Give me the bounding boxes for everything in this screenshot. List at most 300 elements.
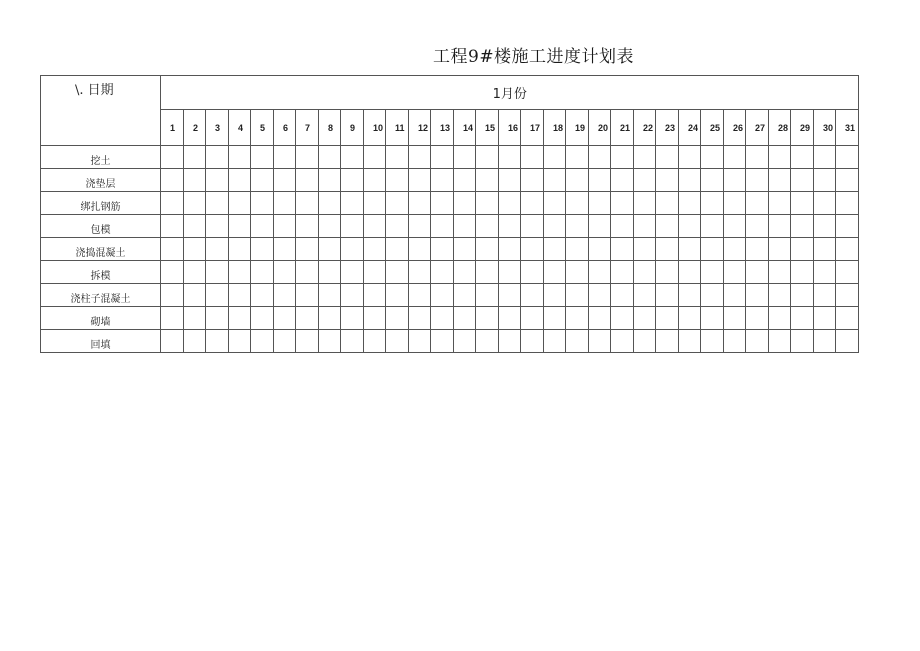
schedule-cell[interactable] xyxy=(454,284,476,307)
schedule-cell[interactable] xyxy=(634,284,656,307)
schedule-cell[interactable] xyxy=(566,238,589,261)
schedule-cell[interactable] xyxy=(634,169,656,192)
schedule-cell[interactable] xyxy=(184,261,206,284)
schedule-cell[interactable] xyxy=(476,261,499,284)
schedule-cell[interactable] xyxy=(296,146,319,169)
schedule-cell[interactable] xyxy=(544,169,566,192)
schedule-cell[interactable] xyxy=(229,330,251,353)
schedule-cell[interactable] xyxy=(454,192,476,215)
schedule-cell[interactable] xyxy=(611,330,634,353)
schedule-cell[interactable] xyxy=(184,146,206,169)
schedule-cell[interactable] xyxy=(656,238,679,261)
schedule-cell[interactable] xyxy=(161,146,184,169)
schedule-cell[interactable] xyxy=(274,215,296,238)
schedule-cell[interactable] xyxy=(701,261,724,284)
schedule-cell[interactable] xyxy=(611,215,634,238)
schedule-cell[interactable] xyxy=(274,146,296,169)
schedule-cell[interactable] xyxy=(161,330,184,353)
schedule-cell[interactable] xyxy=(769,215,791,238)
schedule-cell[interactable] xyxy=(746,307,769,330)
schedule-cell[interactable] xyxy=(386,284,409,307)
schedule-cell[interactable] xyxy=(611,284,634,307)
schedule-cell[interactable] xyxy=(319,330,341,353)
schedule-cell[interactable] xyxy=(251,146,274,169)
schedule-cell[interactable] xyxy=(634,215,656,238)
schedule-cell[interactable] xyxy=(184,238,206,261)
schedule-cell[interactable] xyxy=(701,330,724,353)
schedule-cell[interactable] xyxy=(319,238,341,261)
schedule-cell[interactable] xyxy=(206,169,229,192)
schedule-cell[interactable] xyxy=(364,146,386,169)
schedule-cell[interactable] xyxy=(206,215,229,238)
schedule-cell[interactable] xyxy=(251,192,274,215)
schedule-cell[interactable] xyxy=(634,238,656,261)
schedule-cell[interactable] xyxy=(296,261,319,284)
schedule-cell[interactable] xyxy=(544,238,566,261)
schedule-cell[interactable] xyxy=(409,146,431,169)
schedule-cell[interactable] xyxy=(634,307,656,330)
schedule-cell[interactable] xyxy=(566,169,589,192)
schedule-cell[interactable] xyxy=(229,238,251,261)
schedule-cell[interactable] xyxy=(791,169,814,192)
schedule-cell[interactable] xyxy=(769,169,791,192)
schedule-cell[interactable] xyxy=(656,146,679,169)
schedule-cell[interactable] xyxy=(656,169,679,192)
schedule-cell[interactable] xyxy=(611,307,634,330)
task-row xyxy=(41,307,859,330)
schedule-cell[interactable] xyxy=(544,192,566,215)
schedule-cell[interactable] xyxy=(544,261,566,284)
schedule-cell[interactable] xyxy=(409,238,431,261)
schedule-cell[interactable] xyxy=(296,192,319,215)
schedule-cell[interactable] xyxy=(229,284,251,307)
schedule-cell[interactable] xyxy=(521,330,544,353)
schedule-cell[interactable] xyxy=(184,330,206,353)
schedule-cell[interactable] xyxy=(499,238,521,261)
schedule-cell[interactable] xyxy=(454,215,476,238)
schedule-cell[interactable] xyxy=(251,238,274,261)
schedule-cell[interactable] xyxy=(341,192,364,215)
schedule-cell[interactable] xyxy=(634,330,656,353)
schedule-cell[interactable] xyxy=(836,146,859,169)
schedule-cell[interactable] xyxy=(544,307,566,330)
schedule-cell[interactable] xyxy=(791,146,814,169)
schedule-cell[interactable] xyxy=(836,169,859,192)
schedule-cell[interactable] xyxy=(229,261,251,284)
schedule-cell[interactable] xyxy=(251,307,274,330)
schedule-cell[interactable] xyxy=(814,307,836,330)
schedule-cell[interactable] xyxy=(521,284,544,307)
schedule-cell[interactable] xyxy=(769,261,791,284)
schedule-cell[interactable] xyxy=(791,215,814,238)
schedule-cell[interactable] xyxy=(521,307,544,330)
schedule-cell[interactable] xyxy=(814,146,836,169)
schedule-cell[interactable] xyxy=(454,146,476,169)
schedule-cell[interactable] xyxy=(499,169,521,192)
schedule-cell[interactable] xyxy=(319,146,341,169)
schedule-cell[interactable] xyxy=(364,284,386,307)
schedule-cell[interactable] xyxy=(769,307,791,330)
schedule-cell[interactable] xyxy=(814,261,836,284)
schedule-cell[interactable] xyxy=(769,330,791,353)
schedule-cell[interactable] xyxy=(431,238,454,261)
task-label: 浇垫层 xyxy=(41,169,161,192)
schedule-cell[interactable] xyxy=(544,215,566,238)
schedule-cell[interactable] xyxy=(521,169,544,192)
schedule-cell[interactable] xyxy=(476,192,499,215)
schedule-cell[interactable] xyxy=(206,192,229,215)
schedule-cell[interactable] xyxy=(814,330,836,353)
schedule-cell[interactable] xyxy=(454,307,476,330)
schedule-cell[interactable] xyxy=(161,215,184,238)
schedule-cell[interactable] xyxy=(544,146,566,169)
schedule-cell[interactable] xyxy=(701,169,724,192)
schedule-cell[interactable] xyxy=(386,330,409,353)
schedule-cell[interactable] xyxy=(611,146,634,169)
schedule-cell[interactable] xyxy=(724,284,746,307)
schedule-cell[interactable] xyxy=(251,169,274,192)
schedule-cell[interactable] xyxy=(184,215,206,238)
schedule-cell[interactable] xyxy=(341,169,364,192)
header-row-days xyxy=(41,110,859,146)
schedule-cell[interactable] xyxy=(184,284,206,307)
schedule-cell[interactable] xyxy=(274,169,296,192)
schedule-cell[interactable] xyxy=(724,330,746,353)
schedule-cell[interactable] xyxy=(656,261,679,284)
task-row xyxy=(41,215,859,238)
day-header: 15 xyxy=(476,110,499,146)
schedule-cell[interactable] xyxy=(814,169,836,192)
schedule-cell[interactable] xyxy=(386,192,409,215)
schedule-cell[interactable] xyxy=(746,169,769,192)
schedule-cell[interactable] xyxy=(701,284,724,307)
schedule-cell[interactable] xyxy=(769,284,791,307)
schedule-cell[interactable] xyxy=(274,307,296,330)
schedule-cell[interactable] xyxy=(589,307,611,330)
schedule-cell[interactable] xyxy=(724,146,746,169)
schedule-cell[interactable] xyxy=(161,307,184,330)
schedule-cell[interactable] xyxy=(364,330,386,353)
schedule-cell[interactable] xyxy=(589,238,611,261)
schedule-cell[interactable] xyxy=(274,192,296,215)
schedule-cell[interactable] xyxy=(544,330,566,353)
schedule-cell[interactable] xyxy=(229,146,251,169)
schedule-cell[interactable] xyxy=(251,330,274,353)
schedule-cell[interactable] xyxy=(814,215,836,238)
schedule-cell[interactable] xyxy=(319,169,341,192)
schedule-cell[interactable] xyxy=(319,284,341,307)
schedule-cell[interactable] xyxy=(814,192,836,215)
schedule-cell[interactable] xyxy=(746,284,769,307)
schedule-cell[interactable] xyxy=(566,284,589,307)
schedule-cell[interactable] xyxy=(319,215,341,238)
schedule-cell[interactable] xyxy=(161,261,184,284)
schedule-cell[interactable] xyxy=(589,169,611,192)
schedule-cell[interactable] xyxy=(251,284,274,307)
schedule-cell[interactable] xyxy=(634,192,656,215)
schedule-cell[interactable] xyxy=(229,215,251,238)
schedule-cell[interactable] xyxy=(296,215,319,238)
schedule-cell[interactable] xyxy=(364,238,386,261)
schedule-cell[interactable] xyxy=(679,330,701,353)
schedule-cell[interactable] xyxy=(836,284,859,307)
schedule-cell[interactable] xyxy=(431,261,454,284)
schedule-cell[interactable] xyxy=(679,238,701,261)
schedule-cell[interactable] xyxy=(364,307,386,330)
day-header: 23 xyxy=(656,110,679,146)
schedule-cell[interactable] xyxy=(274,284,296,307)
schedule-cell[interactable] xyxy=(296,284,319,307)
schedule-cell[interactable] xyxy=(679,307,701,330)
schedule-cell[interactable] xyxy=(319,307,341,330)
schedule-cell[interactable] xyxy=(746,215,769,238)
schedule-cell[interactable] xyxy=(544,284,566,307)
schedule-cell[interactable] xyxy=(724,261,746,284)
schedule-cell[interactable] xyxy=(409,261,431,284)
schedule-cell[interactable] xyxy=(634,261,656,284)
schedule-cell[interactable] xyxy=(161,169,184,192)
day-header: 2 xyxy=(184,110,206,146)
schedule-cell[interactable] xyxy=(476,238,499,261)
schedule-cell[interactable] xyxy=(341,238,364,261)
schedule-cell[interactable] xyxy=(499,330,521,353)
schedule-cell[interactable] xyxy=(431,307,454,330)
task-row xyxy=(41,284,859,307)
schedule-cell[interactable] xyxy=(386,169,409,192)
schedule-cell[interactable] xyxy=(454,238,476,261)
schedule-cell[interactable] xyxy=(746,146,769,169)
schedule-cell[interactable] xyxy=(724,169,746,192)
schedule-cell[interactable] xyxy=(746,238,769,261)
schedule-cell[interactable] xyxy=(589,215,611,238)
schedule-cell[interactable] xyxy=(499,146,521,169)
day-header: 28 xyxy=(769,110,791,146)
schedule-cell[interactable] xyxy=(701,215,724,238)
schedule-cell[interactable] xyxy=(836,192,859,215)
schedule-cell[interactable] xyxy=(476,169,499,192)
day-header: 4 xyxy=(229,110,251,146)
schedule-cell[interactable] xyxy=(364,169,386,192)
schedule-cell[interactable] xyxy=(634,146,656,169)
schedule-cell[interactable] xyxy=(701,238,724,261)
schedule-cell[interactable] xyxy=(679,192,701,215)
schedule-cell[interactable] xyxy=(589,146,611,169)
schedule-cell[interactable] xyxy=(409,307,431,330)
schedule-cell[interactable] xyxy=(589,261,611,284)
schedule-cell[interactable] xyxy=(566,146,589,169)
schedule-cell[interactable] xyxy=(364,192,386,215)
schedule-cell[interactable] xyxy=(769,192,791,215)
schedule-cell[interactable] xyxy=(229,307,251,330)
schedule-cell[interactable] xyxy=(341,215,364,238)
schedule-cell[interactable] xyxy=(341,307,364,330)
schedule-cell[interactable] xyxy=(409,192,431,215)
day-header: 17 xyxy=(521,110,544,146)
schedule-cell[interactable] xyxy=(746,192,769,215)
schedule-cell[interactable] xyxy=(184,169,206,192)
schedule-cell[interactable] xyxy=(476,215,499,238)
schedule-cell[interactable] xyxy=(611,169,634,192)
schedule-cell[interactable] xyxy=(341,330,364,353)
schedule-cell[interactable] xyxy=(499,307,521,330)
schedule-cell[interactable] xyxy=(724,192,746,215)
schedule-cell[interactable] xyxy=(206,284,229,307)
schedule-cell[interactable] xyxy=(589,284,611,307)
day-header: 7 xyxy=(296,110,319,146)
schedule-cell[interactable] xyxy=(296,169,319,192)
schedule-cell[interactable] xyxy=(791,261,814,284)
schedule-cell[interactable] xyxy=(319,192,341,215)
day-header: 24 xyxy=(679,110,701,146)
schedule-cell[interactable] xyxy=(386,215,409,238)
schedule-cell[interactable] xyxy=(611,261,634,284)
schedule-cell[interactable] xyxy=(296,238,319,261)
schedule-cell[interactable] xyxy=(409,284,431,307)
schedule-cell[interactable] xyxy=(499,261,521,284)
schedule-cell[interactable] xyxy=(566,215,589,238)
schedule-cell[interactable] xyxy=(409,330,431,353)
task-label: 砌墙 xyxy=(41,307,161,330)
schedule-cell[interactable] xyxy=(296,330,319,353)
schedule-cell[interactable] xyxy=(364,215,386,238)
task-row xyxy=(41,238,859,261)
schedule-cell[interactable] xyxy=(769,146,791,169)
schedule-cell[interactable] xyxy=(701,192,724,215)
schedule-cell[interactable] xyxy=(656,192,679,215)
schedule-cell[interactable] xyxy=(566,192,589,215)
schedule-cell[interactable] xyxy=(431,192,454,215)
schedule-cell[interactable] xyxy=(521,192,544,215)
schedule-cell[interactable] xyxy=(814,238,836,261)
schedule-cell[interactable] xyxy=(656,307,679,330)
schedule-cell[interactable] xyxy=(679,261,701,284)
schedule-cell[interactable] xyxy=(679,146,701,169)
schedule-cell[interactable] xyxy=(431,330,454,353)
schedule-cell[interactable] xyxy=(454,330,476,353)
task-label: 绑扎钢筋 xyxy=(41,192,161,215)
schedule-cell[interactable] xyxy=(274,238,296,261)
schedule-cell[interactable] xyxy=(589,330,611,353)
schedule-cell[interactable] xyxy=(184,192,206,215)
schedule-cell[interactable] xyxy=(566,330,589,353)
schedule-cell[interactable] xyxy=(679,215,701,238)
schedule-cell[interactable] xyxy=(386,261,409,284)
schedule-cell[interactable] xyxy=(566,261,589,284)
schedule-cell[interactable] xyxy=(161,192,184,215)
schedule-cell[interactable] xyxy=(656,284,679,307)
schedule-cell[interactable] xyxy=(611,238,634,261)
schedule-cell[interactable] xyxy=(476,307,499,330)
schedule-cell[interactable] xyxy=(521,261,544,284)
schedule-cell[interactable] xyxy=(431,284,454,307)
task-label: 包模 xyxy=(41,215,161,238)
schedule-cell[interactable] xyxy=(589,192,611,215)
schedule-cell[interactable] xyxy=(341,146,364,169)
schedule-cell[interactable] xyxy=(499,284,521,307)
schedule-cell[interactable] xyxy=(724,307,746,330)
schedule-cell[interactable] xyxy=(611,192,634,215)
schedule-cell[interactable] xyxy=(836,307,859,330)
schedule-cell[interactable] xyxy=(724,238,746,261)
schedule-cell[interactable] xyxy=(431,146,454,169)
schedule-cell[interactable] xyxy=(701,146,724,169)
schedule-cell[interactable] xyxy=(656,330,679,353)
schedule-cell[interactable] xyxy=(836,261,859,284)
schedule-cell[interactable] xyxy=(251,215,274,238)
schedule-cell[interactable] xyxy=(656,215,679,238)
schedule-cell[interactable] xyxy=(206,307,229,330)
schedule-cell[interactable] xyxy=(206,146,229,169)
schedule-cell[interactable] xyxy=(701,307,724,330)
day-header: 11 xyxy=(386,110,409,146)
schedule-cell[interactable] xyxy=(679,284,701,307)
schedule-cell[interactable] xyxy=(499,215,521,238)
schedule-cell[interactable] xyxy=(746,330,769,353)
schedule-cell[interactable] xyxy=(476,330,499,353)
schedule-cell[interactable] xyxy=(566,307,589,330)
schedule-cell[interactable] xyxy=(431,169,454,192)
schedule-cell[interactable] xyxy=(746,261,769,284)
schedule-cell[interactable] xyxy=(791,330,814,353)
schedule-cell[interactable] xyxy=(274,330,296,353)
schedule-cell[interactable] xyxy=(251,261,274,284)
schedule-cell[interactable] xyxy=(184,307,206,330)
schedule-cell[interactable] xyxy=(679,169,701,192)
schedule-cell[interactable] xyxy=(274,261,296,284)
schedule-cell[interactable] xyxy=(836,215,859,238)
schedule-cell[interactable] xyxy=(521,215,544,238)
day-header: 20 xyxy=(589,110,611,146)
schedule-cell[interactable] xyxy=(521,146,544,169)
schedule-cell[interactable] xyxy=(791,192,814,215)
schedule-cell[interactable] xyxy=(476,146,499,169)
schedule-cell[interactable] xyxy=(409,215,431,238)
schedule-cell[interactable] xyxy=(769,238,791,261)
schedule-cell[interactable] xyxy=(791,284,814,307)
schedule-cell[interactable] xyxy=(836,238,859,261)
schedule-cell[interactable] xyxy=(814,284,836,307)
schedule-cell[interactable] xyxy=(454,169,476,192)
schedule-cell[interactable] xyxy=(454,261,476,284)
schedule-cell[interactable] xyxy=(386,146,409,169)
schedule-cell[interactable] xyxy=(791,307,814,330)
schedule-cell[interactable] xyxy=(206,261,229,284)
schedule-cell[interactable] xyxy=(386,238,409,261)
day-header: 19 xyxy=(566,110,589,146)
schedule-cell[interactable] xyxy=(206,330,229,353)
schedule-cell[interactable] xyxy=(836,330,859,353)
schedule-cell[interactable] xyxy=(386,307,409,330)
schedule-cell[interactable] xyxy=(791,238,814,261)
schedule-cell[interactable] xyxy=(229,169,251,192)
schedule-cell[interactable] xyxy=(319,261,341,284)
schedule-cell[interactable] xyxy=(161,238,184,261)
schedule-cell[interactable] xyxy=(431,215,454,238)
schedule-cell[interactable] xyxy=(296,307,319,330)
schedule-cell[interactable] xyxy=(724,215,746,238)
schedule-cell[interactable] xyxy=(341,284,364,307)
schedule-cell[interactable] xyxy=(499,192,521,215)
day-header: 25 xyxy=(701,110,724,146)
schedule-cell[interactable] xyxy=(409,169,431,192)
schedule-cell[interactable] xyxy=(229,192,251,215)
schedule-cell[interactable] xyxy=(161,284,184,307)
schedule-cell[interactable] xyxy=(521,238,544,261)
schedule-cell[interactable] xyxy=(206,238,229,261)
schedule-cell[interactable] xyxy=(364,261,386,284)
schedule-cell[interactable] xyxy=(476,284,499,307)
schedule-cell[interactable] xyxy=(341,261,364,284)
